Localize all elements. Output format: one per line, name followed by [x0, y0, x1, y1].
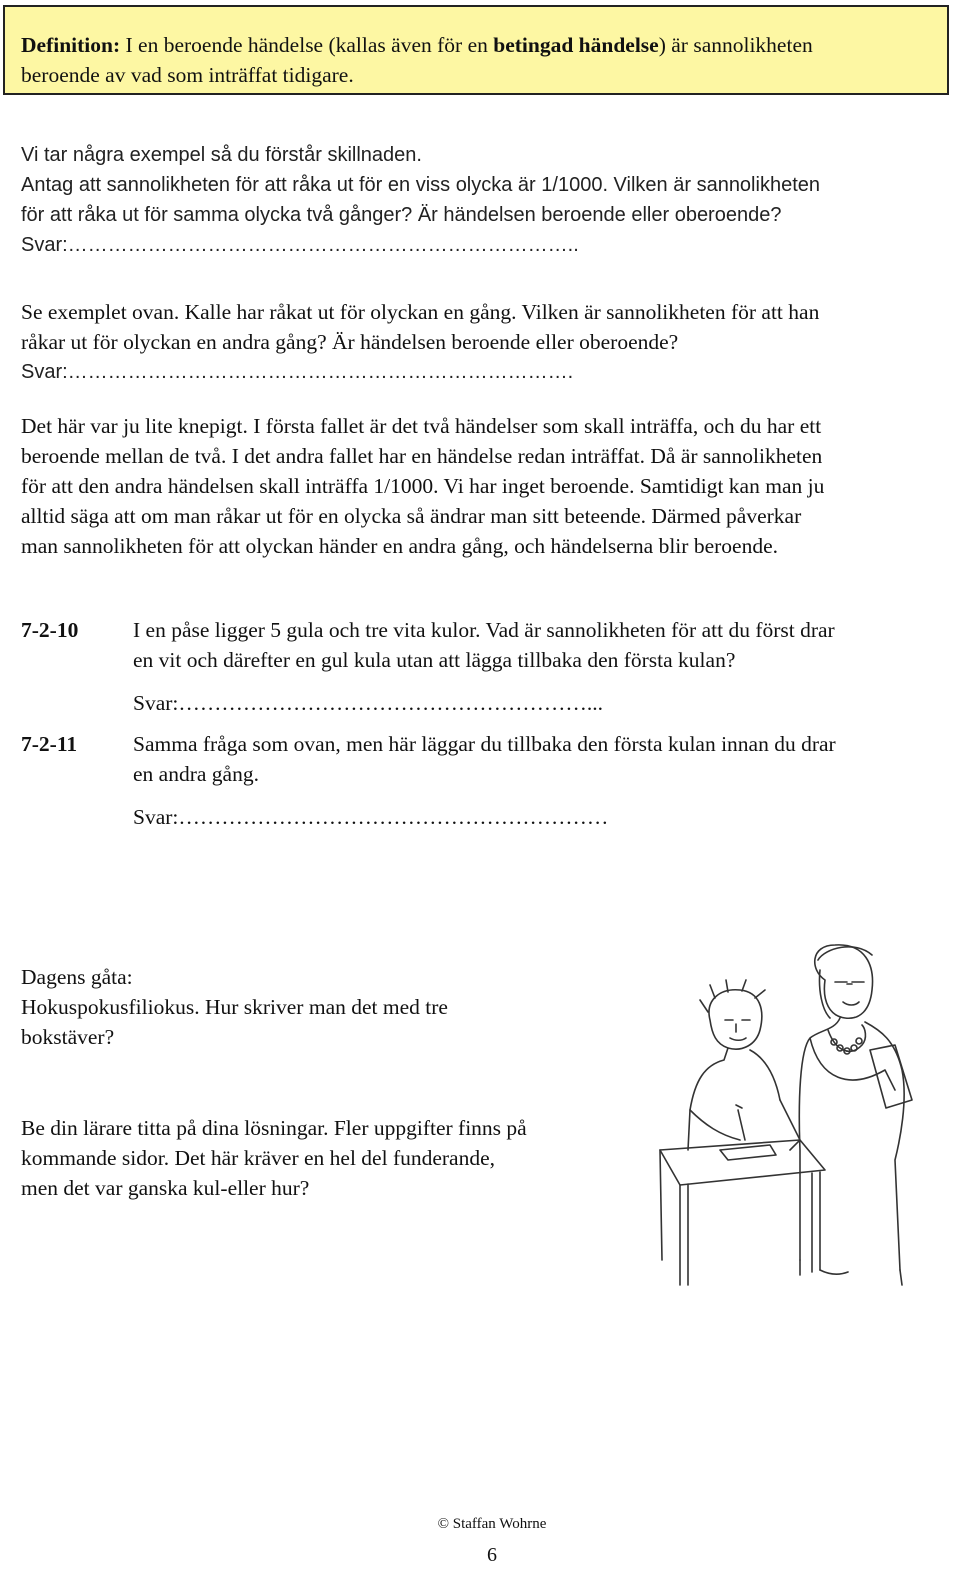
- exercise-number: 7-2-11: [21, 732, 78, 756]
- definition-text-b: ) är sannolikheten: [658, 33, 813, 57]
- intro-line2: Antag att sannolikheten för att råka ut för en viss olycka är 1/1000. Vilken är sannolikheten: [21, 174, 820, 196]
- closing-block: [21, 1113, 621, 1203]
- closing-line: men det var ganska kul-eller hur?: [21, 1176, 310, 1200]
- exercise-text: [133, 729, 953, 789]
- definition-bold-term: betingad händelse: [493, 33, 659, 57]
- teacher-student-illustration: [650, 940, 930, 1290]
- page-number: 6: [487, 1544, 497, 1566]
- intro-line4: Se exemplet ovan. Kalle har råkat ut för olyckan en gång. Vilken är sannolikheten för att han: [21, 300, 820, 324]
- exercise-line: Samma fråga som ovan, men här läggar du tillbaka den första kulan innan du drar: [133, 732, 836, 756]
- definition-label: Definition:: [21, 33, 121, 57]
- copyright-footer: © Staffan Wohrne: [437, 1516, 547, 1532]
- intro-block-2: [21, 297, 951, 387]
- intro-answer-1: Svar:…………………………………………………………………..: [21, 234, 579, 256]
- closing-line: Be din lärare titta på dina lösningar. Fler uppgifter finns på: [21, 1116, 527, 1140]
- riddle-line: bokstäver?: [21, 1025, 115, 1049]
- exercise-number: 7-2-10: [21, 618, 79, 642]
- exercise-line: en andra gång.: [133, 762, 259, 786]
- riddle-block: [21, 962, 621, 1052]
- exercise-answer-line: Svar:……………………………………………………: [133, 805, 609, 829]
- intro-line1: Vi tar några exempel så du förstår skillnaden.: [21, 144, 422, 166]
- explanation-line: för att den andra händelsen skall inträffa 1/1000. Vi har inget beroende. Samtidigt kan man ju: [21, 474, 825, 498]
- explanation-line: alltid säga att om man råkar ut för en olycka så ändrar man sitt beteende. Därmed påverkar: [21, 504, 802, 528]
- definition-box: [3, 5, 949, 95]
- intro-line5: råkar ut för olyckan en andra gång? Är händelsen beroende eller oberoende?: [21, 330, 679, 354]
- riddle-title: Dagens gåta:: [21, 965, 133, 989]
- teacher-figure: [799, 945, 912, 1285]
- definition-line2: beroende av vad som inträffat tidigare.: [21, 63, 354, 87]
- explanation-line: man sannolikheten för att olyckan händer en andra gång, och händelserna blir beroende.: [21, 534, 778, 558]
- closing-line: kommande sidor. Det här kräver en hel del funderande,: [21, 1146, 496, 1170]
- explanation-paragraph: [21, 411, 951, 561]
- definition-text-a: I en beroende händelse (kallas även för en: [120, 33, 494, 57]
- exercise-text: [133, 615, 953, 675]
- explanation-line: beroende mellan de två. I det andra fallet har en händelse redan inträffat. Då är sannolikheten: [21, 444, 823, 468]
- exercise-line: en vit och därefter en gul kula utan att lägga tillbaka den första kulan?: [133, 648, 736, 672]
- intro-line3: för att råka ut för samma olycka två gånger? Är händelsen beroende eller oberoende?: [21, 204, 782, 226]
- explanation-line: Det här var ju lite knepigt. I första fallet är det två händelser som skall inträffa, och du har ett: [21, 414, 822, 438]
- riddle-line: Hokuspokusfiliokus. Hur skriver man det med tre: [21, 995, 448, 1019]
- exercise-line: I en påse ligger 5 gula och tre vita kulor. Vad är sannolikheten för att du först drar: [133, 618, 835, 642]
- intro-answer-2: Svar:………………………………………………………………….: [21, 361, 574, 383]
- intro-block-1: [21, 140, 951, 260]
- student-figure: [688, 980, 800, 1150]
- exercise-answer-line: Svar:…………………………………………………...: [133, 691, 604, 715]
